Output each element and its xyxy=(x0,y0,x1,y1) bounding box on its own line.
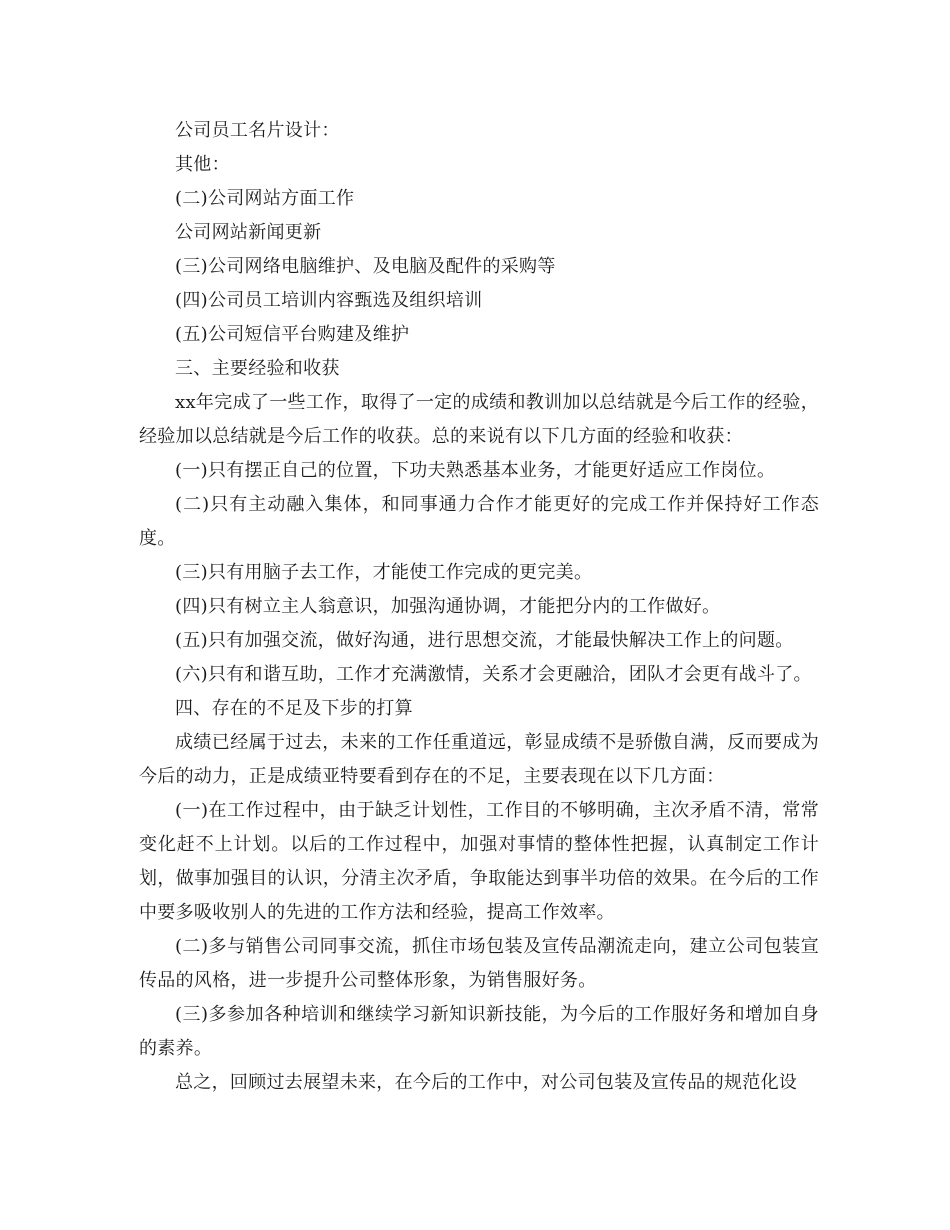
paragraph-shortcoming-2: (二)多与销售公司同事交流，抓住市场包装及宣传品潮流走向，建立公司包装宣传品的风格，进一步提升公司整体形象，为销售服好务。 xyxy=(139,936,819,991)
paragraph-sms-platform: (五)公司短信平台购建及维护 xyxy=(175,324,410,345)
paragraph-network-maintenance: (三)公司网络电脑维护、及电脑及配件的采购等 xyxy=(175,256,556,277)
paragraph-shortcoming-1: (一)在工作过程中，由于缺乏计划性，工作目的不够明确，主次矛盾不清，常常变化赶不上计划。以后的工作过程中，加强对事情的整体性把握，认真制定工作计划，做事加强目的认识，分清主次矛盾，争取能达到事半功倍的效果。在今后的工作中要多吸收别人的先进的工作方法和经验，提高工作效率。 xyxy=(139,800,819,923)
paragraph-business-card: 公司员工名片设计： xyxy=(175,120,340,141)
document-body xyxy=(139,114,819,1100)
paragraph-experience-3: (三)只有用脑子去工作，才能使工作完成的更完美。 xyxy=(175,562,593,583)
paragraph-experience-4: (四)只有树立主人翁意识，加强沟通协调，才能把分内的工作做好。 xyxy=(175,596,721,617)
paragraph-website-news: 公司网站新闻更新 xyxy=(175,222,322,243)
paragraph-staff-training: (四)公司员工培训内容甄选及组织培训 xyxy=(175,290,483,311)
paragraph-experience-1: (一)只有摆正自己的位置，下功夫熟悉基本业务，才能更好适应工作岗位。 xyxy=(175,460,776,481)
paragraph-shortcomings-intro: 成绩已经属于过去，未来的工作任重道远，彰显成绩不是骄傲自满，反而要成为今后的动力，正是成绩亚特要看到存在的不足，主要表现在以下几方面： xyxy=(139,732,819,787)
paragraph-website-work: (二)公司网站方面工作 xyxy=(175,188,355,209)
heading-shortcomings: 四、存在的不足及下步的打算 xyxy=(175,698,413,719)
paragraph-experience-6: (六)只有和谐互助，工作才充满激情，关系才会更融洽，团队才会更有战斗了。 xyxy=(175,664,812,685)
paragraph-conclusion: 总之，回顾过去展望未来，在今后的工作中，对公司包装及宣传品的规范化设 xyxy=(175,1072,798,1093)
paragraph-experience-5: (五)只有加强交流，做好沟通，进行思想交流，才能最快解决工作上的问题。 xyxy=(175,630,794,651)
paragraph-shortcoming-3: (三)多参加各种培训和继续学习新知识新技能，为今后的工作服好务和增加自身的素养。 xyxy=(139,1004,819,1059)
paragraph-other: 其他： xyxy=(175,154,230,175)
paragraph-experience-intro: xx年完成了一些工作，取得了一定的成绩和教训加以总结就是今后工作的经验，经验加以总结就是今后工作的收获。总的来说有以下几方面的经验和收获： xyxy=(139,392,819,447)
paragraph-experience-2: (二)只有主动融入集体，和同事通力合作才能更好的完成工作并保持好工作态度。 xyxy=(139,494,819,549)
heading-experience: 三、主要经验和收获 xyxy=(175,358,340,379)
